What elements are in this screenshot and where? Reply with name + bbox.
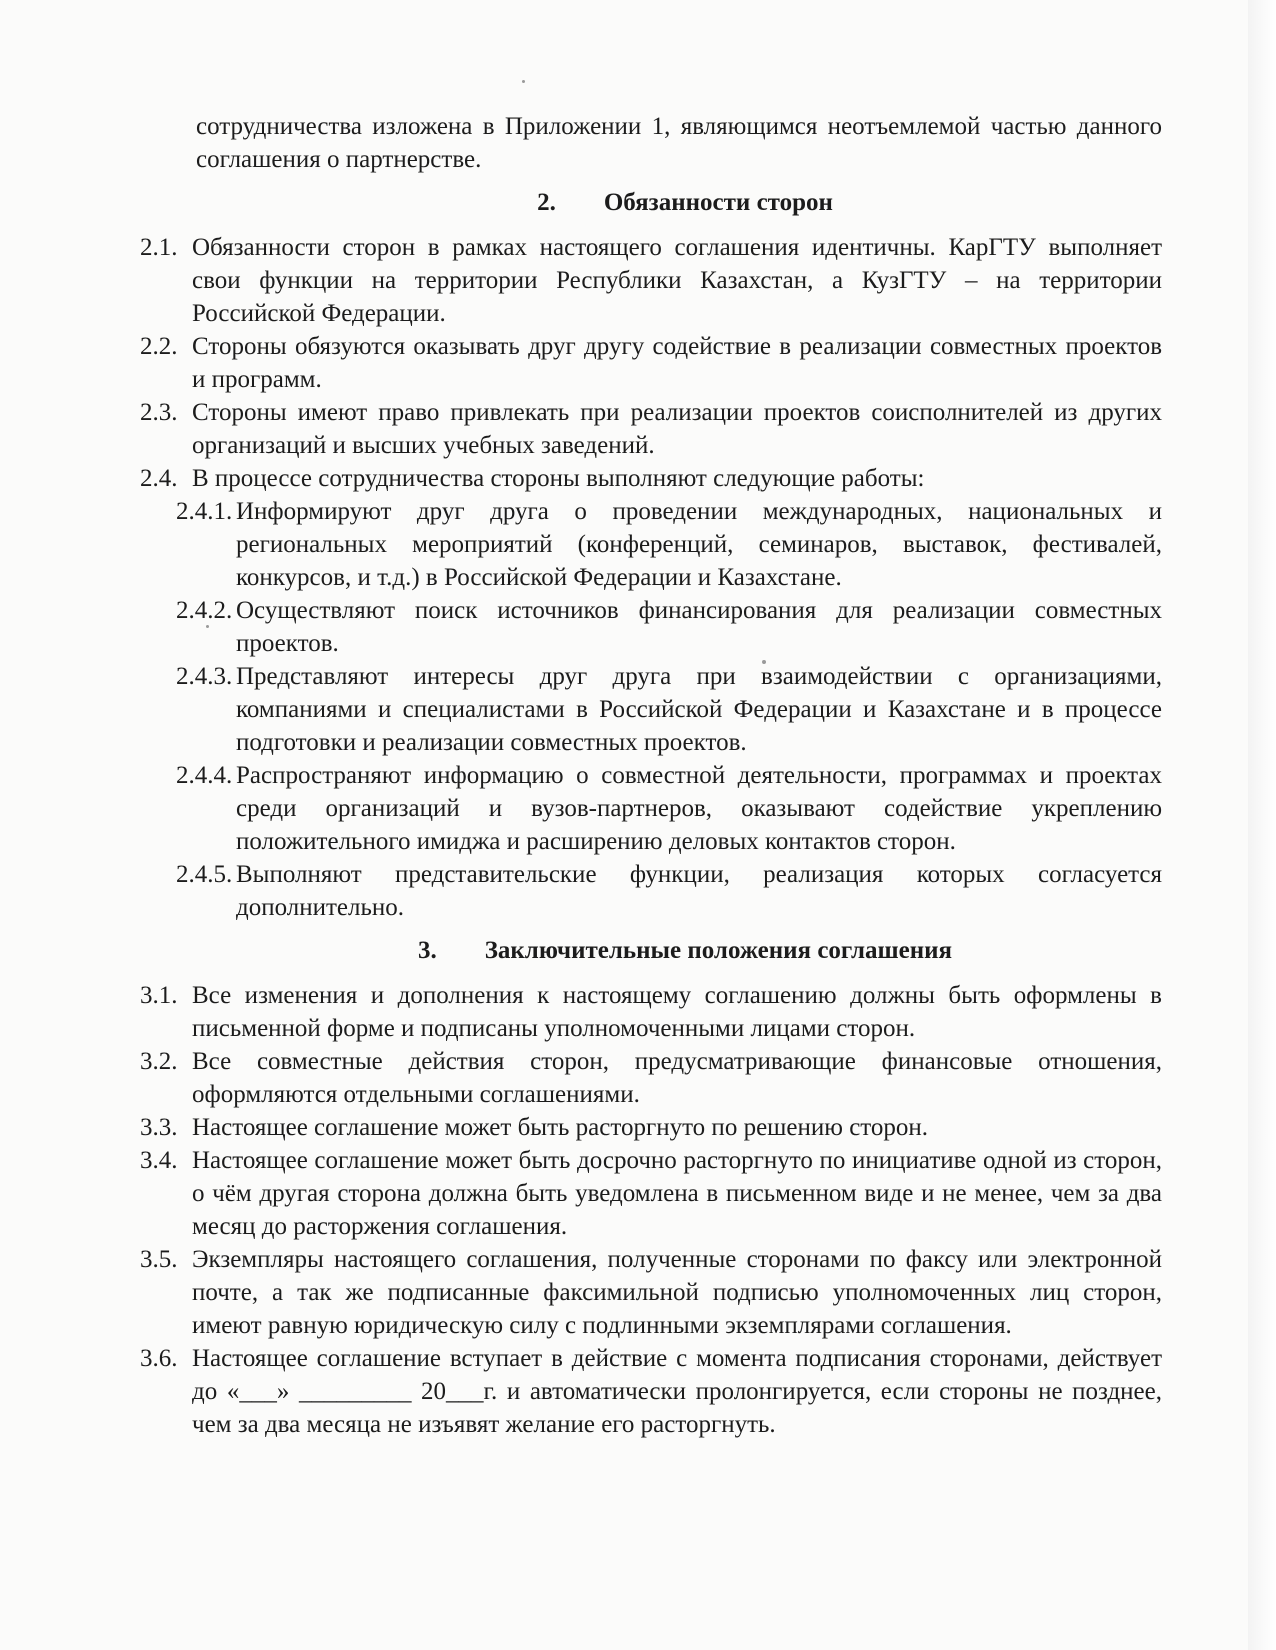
- subclause-2-4-1: [140, 495, 1162, 594]
- clause-2-4: [140, 462, 1162, 495]
- section-2-title: Обязанности сторон: [603, 189, 833, 216]
- clause-text: Настоящее соглашение может быть досрочно расторгнуто по инициативе одной из сторон, о чём другая сторона должна быть уведомлена в письменном виде и не менее, чем за два месяц до расторжения соглашения.: [192, 1147, 1162, 1240]
- clause-number: 3.5.: [140, 1246, 178, 1273]
- clause-3-1: [140, 979, 1162, 1045]
- clause-number: 2.2.: [140, 333, 178, 360]
- document-body: [140, 110, 1162, 1441]
- clause-text: Обязанности сторон в рамках настоящего соглашения идентичны. КарГТУ выполняет свои функции на территории Республики Казахстан, а КузГТУ – на территории Российской Федерации.: [192, 234, 1162, 327]
- clause-3-5: [140, 1243, 1162, 1342]
- clause-text: В процессе сотрудничества стороны выполняют следующие работы:: [192, 465, 925, 492]
- clause-number: 3.4.: [140, 1147, 178, 1174]
- subclause-2-4-2: [140, 594, 1162, 660]
- subclause-text: Осуществляют поиск источников финансирования для реализации совместных проектов.: [236, 597, 1162, 657]
- clause-text: Стороны имеют право привлекать при реализации проектов соисполнителей из других организаций и высших учебных заведений.: [192, 399, 1162, 459]
- intro-paragraph: сотрудничества изложена в Приложении 1, являющимся неотъемлемой частью данного соглашения о партнерстве.: [196, 113, 1162, 173]
- subclause-number: 2.4.1.: [176, 498, 233, 525]
- clause-text: Стороны обязуются оказывать друг другу содействие в реализации совместных проектов и программ.: [192, 333, 1162, 393]
- section-3-number: 3.: [417, 937, 437, 964]
- section-2-number: 2.: [537, 189, 556, 216]
- clause-text: Настоящее соглашение может быть расторгнуто по решению сторон.: [192, 1114, 929, 1141]
- clause-3-3: [140, 1111, 1162, 1144]
- clause-number: 3.6.: [140, 1345, 178, 1372]
- clause-2-3: [140, 396, 1162, 462]
- clause-number: 2.4.: [140, 465, 178, 492]
- subclause-number: 2.4.4.: [176, 762, 233, 789]
- clause-number: 2.3.: [140, 399, 178, 426]
- clause-3-2: [140, 1045, 1162, 1111]
- subclause-text: Распространяют информацию о совместной деятельности, программах и проектах среди организаций и вузов-партнеров, оказывают содействие укреплению положительного имиджа и расширению деловых контактов сторон.: [236, 762, 1162, 855]
- subclause-2-4-3: [140, 660, 1162, 759]
- subclause-2-4-4: [140, 759, 1162, 858]
- subclause-text: Представляют интересы друг друга при взаимодействии с организациями, компаниями и специалистами в Российской Федерации и Казахстане и в процессе подготовки и реализации совместных проектов.: [236, 663, 1162, 756]
- section-3-heading: [140, 934, 1162, 967]
- clause-number: 3.3.: [140, 1114, 178, 1141]
- clause-number: 2.1.: [140, 234, 178, 261]
- clause-number: 3.1.: [140, 982, 178, 1009]
- section-2-heading: [140, 186, 1162, 219]
- subclause-text: Информируют друг друга о проведении международных, национальных и региональных мероприятий (конференций, семинаров, выставок, фестивалей, конкурсов, и т.д.) в Российской Федерации и Казахстане.: [236, 498, 1162, 591]
- subclause-text: Выполняют представительские функции, реализация которых согласуется дополнительно.: [236, 861, 1162, 921]
- clause-3-6: [140, 1342, 1162, 1441]
- clause-2-1: [140, 231, 1162, 330]
- scan-edge-shade: [1248, 0, 1276, 1650]
- clause-text: Настоящее соглашение вступает в действие с момента подписания сторонами, действует до «___» _________ 20___г. и автоматически пролонгируется, если стороны не позднее, чем за два месяца не изъявят желание его расторгнуть.: [192, 1345, 1162, 1438]
- section-3-title: Заключительные положения соглашения: [484, 937, 953, 964]
- subclause-number: 2.4.2.: [176, 597, 233, 624]
- scan-speck: [522, 80, 525, 83]
- clause-text: Экземпляры настоящего соглашения, полученные сторонами по факсу или электронной почте, а так же подписанные факсимильной подписью уполномоченных лиц сторон, имеют равную юридическую силу с подлинными экземплярами соглашения.: [192, 1246, 1162, 1339]
- clause-2-2: [140, 330, 1162, 396]
- clause-text: Все изменения и дополнения к настоящему соглашению должны быть оформлены в письменной форме и подписаны уполномоченными лицами сторон.: [192, 982, 1162, 1042]
- clause-3-4: [140, 1144, 1162, 1243]
- clause-text: Все совместные действия сторон, предусматривающие финансовые отношения, оформляются отдельными соглашениями.: [192, 1048, 1162, 1108]
- clause-number: 3.2.: [140, 1048, 178, 1075]
- subclause-2-4-5: [140, 858, 1162, 924]
- subclause-number: 2.4.3.: [176, 663, 233, 690]
- subclause-number: 2.4.5.: [176, 861, 233, 888]
